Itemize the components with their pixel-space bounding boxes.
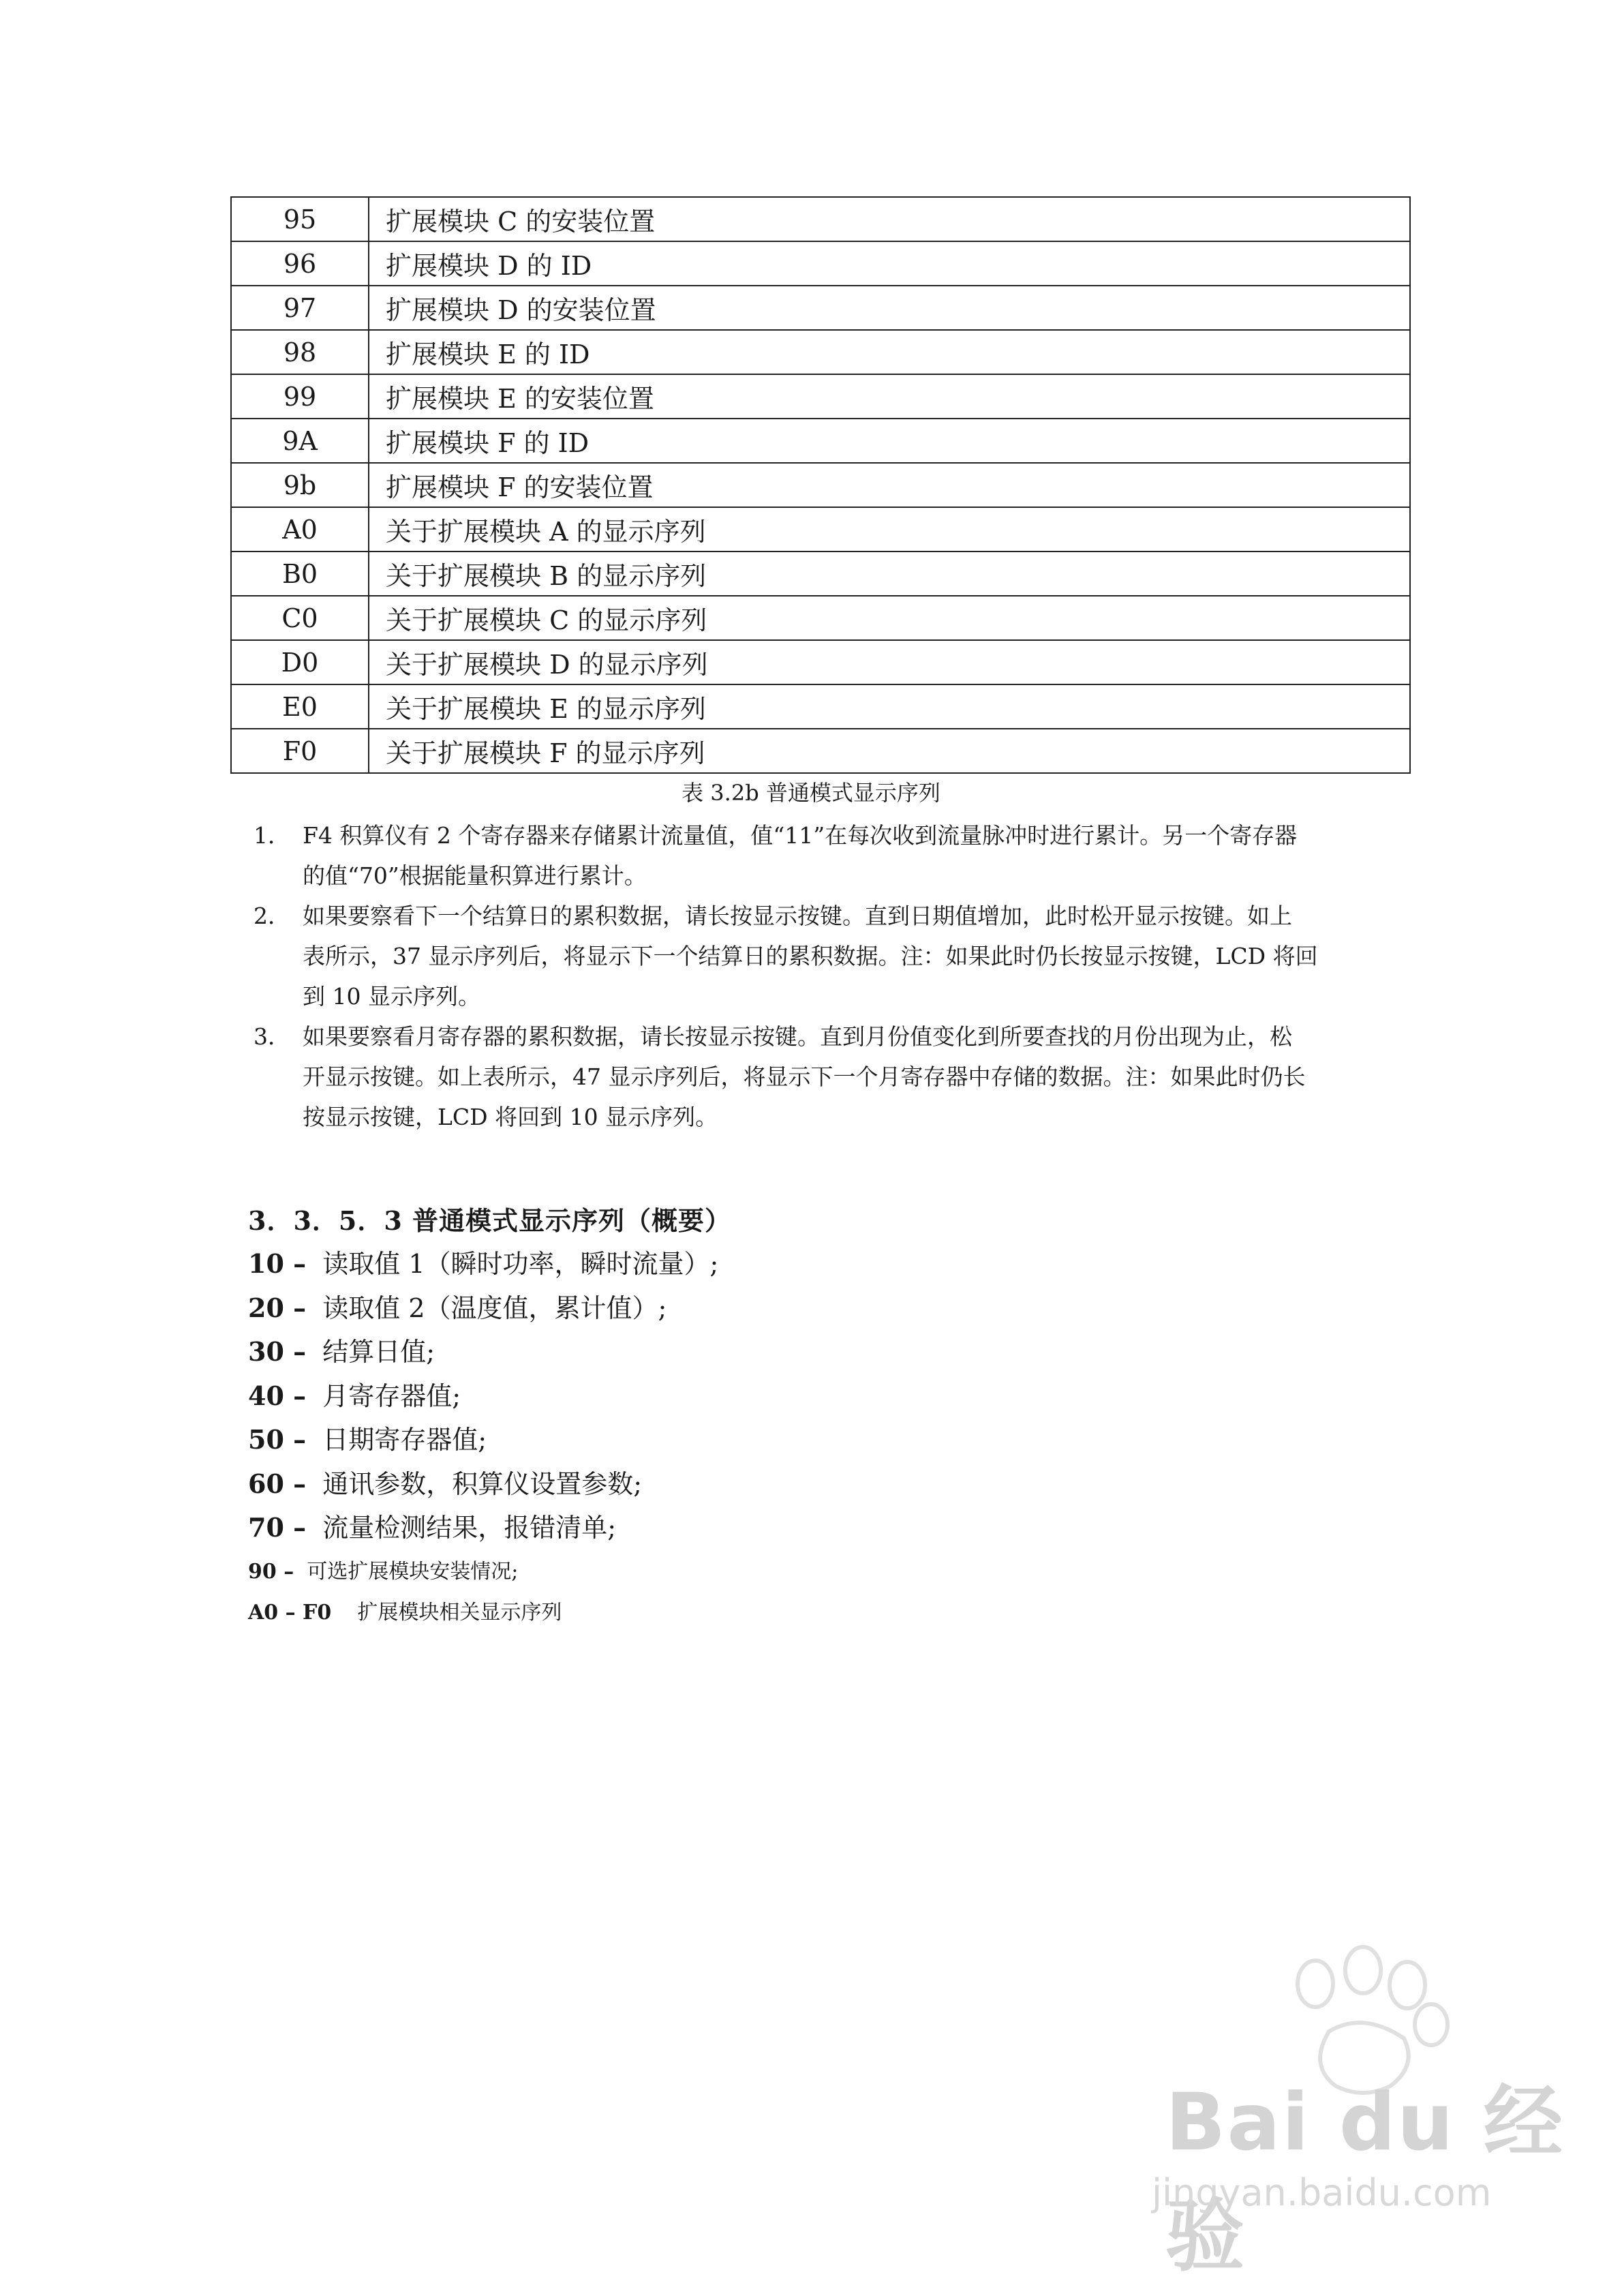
row-code: 95 bbox=[231, 197, 369, 241]
summary-item-code: 20 – bbox=[248, 1292, 307, 1323]
table-row bbox=[231, 241, 1410, 286]
note-number: 2． bbox=[254, 903, 290, 929]
table-row bbox=[231, 463, 1410, 507]
summary-item-code: 30 – bbox=[248, 1336, 307, 1367]
table-row bbox=[231, 197, 1410, 241]
summary-item-text: 通讯参数，积算仪设置参数; bbox=[322, 1468, 643, 1499]
note-item bbox=[254, 815, 1412, 896]
small-item-code: 90 – bbox=[248, 1560, 294, 1584]
row-code: 99 bbox=[231, 374, 369, 419]
table-row bbox=[231, 684, 1410, 729]
table-row bbox=[231, 729, 1410, 773]
row-code: F0 bbox=[231, 729, 369, 773]
row-description: 扩展模块 D 的 ID bbox=[369, 241, 1410, 286]
summary-item-text: 结算日值; bbox=[322, 1337, 435, 1367]
section-heading: 3．3．5．3 普通模式显示序列（概要） bbox=[248, 1205, 731, 1236]
summary-item-text: 流量检测结果，报错清单; bbox=[322, 1513, 617, 1543]
row-description: 扩展模块 C 的安装位置 bbox=[369, 197, 1410, 241]
note-line: 如果要察看月寄存器的累积数据，请长按显示按键。直到月份值变化到所要查找的月份出现为止，松 bbox=[303, 1023, 1292, 1050]
summary-list bbox=[248, 1242, 718, 1550]
note-line: 到 10 显示序列。 bbox=[303, 983, 480, 1010]
row-code: C0 bbox=[231, 596, 369, 640]
display-sequence-table bbox=[230, 196, 1411, 774]
summary-item-code: 50 – bbox=[248, 1424, 307, 1455]
summary-item bbox=[248, 1418, 718, 1462]
summary-item-code: 60 – bbox=[248, 1468, 307, 1499]
row-description: 关于扩展模块 D 的显示序列 bbox=[369, 640, 1410, 684]
summary-item-code: 10 – bbox=[248, 1248, 307, 1279]
note-line: 按显示按键，LCD 将回到 10 显示序列。 bbox=[303, 1104, 718, 1130]
row-description: 关于扩展模块 F 的显示序列 bbox=[369, 729, 1410, 773]
small-item-code: A0 – F0 bbox=[248, 1601, 332, 1625]
summary-small-item bbox=[248, 1595, 562, 1625]
row-code: 98 bbox=[231, 330, 369, 374]
note-item bbox=[254, 1016, 1412, 1137]
table-row bbox=[231, 374, 1410, 419]
summary-item-code: 40 – bbox=[248, 1380, 307, 1411]
row-code: D0 bbox=[231, 640, 369, 684]
summary-item-code: 70 – bbox=[248, 1512, 307, 1543]
table-caption: 表 3.2b 普通模式显示序列 bbox=[682, 780, 940, 806]
table-row bbox=[231, 286, 1410, 330]
table-row bbox=[231, 330, 1410, 374]
row-description: 关于扩展模块 E 的显示序列 bbox=[369, 684, 1410, 729]
summary-item bbox=[248, 1506, 718, 1550]
row-description: 扩展模块 F 的 ID bbox=[369, 419, 1410, 463]
summary-item bbox=[248, 1374, 718, 1419]
table-row bbox=[231, 419, 1410, 463]
row-code: A0 bbox=[231, 507, 369, 552]
note-line: 开显示按键。如上表所示，47 显示序列后，将显示下一个月寄存器中存储的数据。注：如果此时仍长 bbox=[303, 1063, 1306, 1090]
note-line: F4 积算仪有 2 个寄存器来存储累计流量值，值“11”在每次收到流量脉冲时进行累计。另一个寄存器 bbox=[303, 822, 1298, 849]
note-line: 如果要察看下一个结算日的累积数据，请长按显示按键。直到日期值增加，此时松开显示按键。如上 bbox=[303, 903, 1292, 929]
watermark-url: jingyan.baidu.com bbox=[1152, 2171, 1492, 2214]
table-row bbox=[231, 596, 1410, 640]
sequence-table-container bbox=[230, 196, 1411, 774]
row-description: 关于扩展模块 C 的显示序列 bbox=[369, 596, 1410, 640]
small-item-text: 扩展模块相关显示序列 bbox=[357, 1601, 562, 1625]
summary-item-text: 日期寄存器值; bbox=[322, 1425, 487, 1455]
table-row bbox=[231, 507, 1410, 552]
row-description: 扩展模块 F 的安装位置 bbox=[369, 463, 1410, 507]
row-description: 扩展模块 E 的安装位置 bbox=[369, 374, 1410, 419]
summary-small-item bbox=[248, 1554, 518, 1584]
summary-item-text: 读取值 1（瞬时功率，瞬时流量）; bbox=[322, 1249, 719, 1279]
row-description: 扩展模块 E 的 ID bbox=[369, 330, 1410, 374]
summary-item bbox=[248, 1462, 718, 1507]
notes-list bbox=[254, 815, 1412, 1137]
small-item-text: 可选扩展模块安装情况; bbox=[307, 1560, 519, 1584]
note-line: 表所示，37 显示序列后，将显示下一个结算日的累积数据。注：如果此时仍长按显示按键，LCD 将回 bbox=[303, 943, 1318, 969]
note-number: 3． bbox=[254, 1023, 290, 1050]
row-code: 97 bbox=[231, 286, 369, 330]
summary-item bbox=[248, 1286, 718, 1331]
row-code: E0 bbox=[231, 684, 369, 729]
table-row bbox=[231, 640, 1410, 684]
summary-item-text: 月寄存器值; bbox=[322, 1380, 461, 1411]
note-number: 1． bbox=[254, 822, 290, 849]
row-description: 关于扩展模块 B 的显示序列 bbox=[369, 552, 1410, 596]
row-code: 9b bbox=[231, 463, 369, 507]
row-code: B0 bbox=[231, 552, 369, 596]
watermark-brand: Bai du 经验 bbox=[1165, 2076, 1564, 2282]
row-code: 9A bbox=[231, 419, 369, 463]
note-item bbox=[254, 896, 1412, 1016]
row-description: 扩展模块 D 的安装位置 bbox=[369, 286, 1410, 330]
summary-item bbox=[248, 1242, 718, 1286]
summary-item bbox=[248, 1330, 718, 1374]
row-description: 关于扩展模块 A 的显示序列 bbox=[369, 507, 1410, 552]
summary-item-text: 读取值 2（温度值，累计值）; bbox=[322, 1293, 667, 1323]
table-row bbox=[231, 552, 1410, 596]
row-code: 96 bbox=[231, 241, 369, 286]
note-line: 的值“70”根据能量积算进行累计。 bbox=[303, 862, 647, 889]
